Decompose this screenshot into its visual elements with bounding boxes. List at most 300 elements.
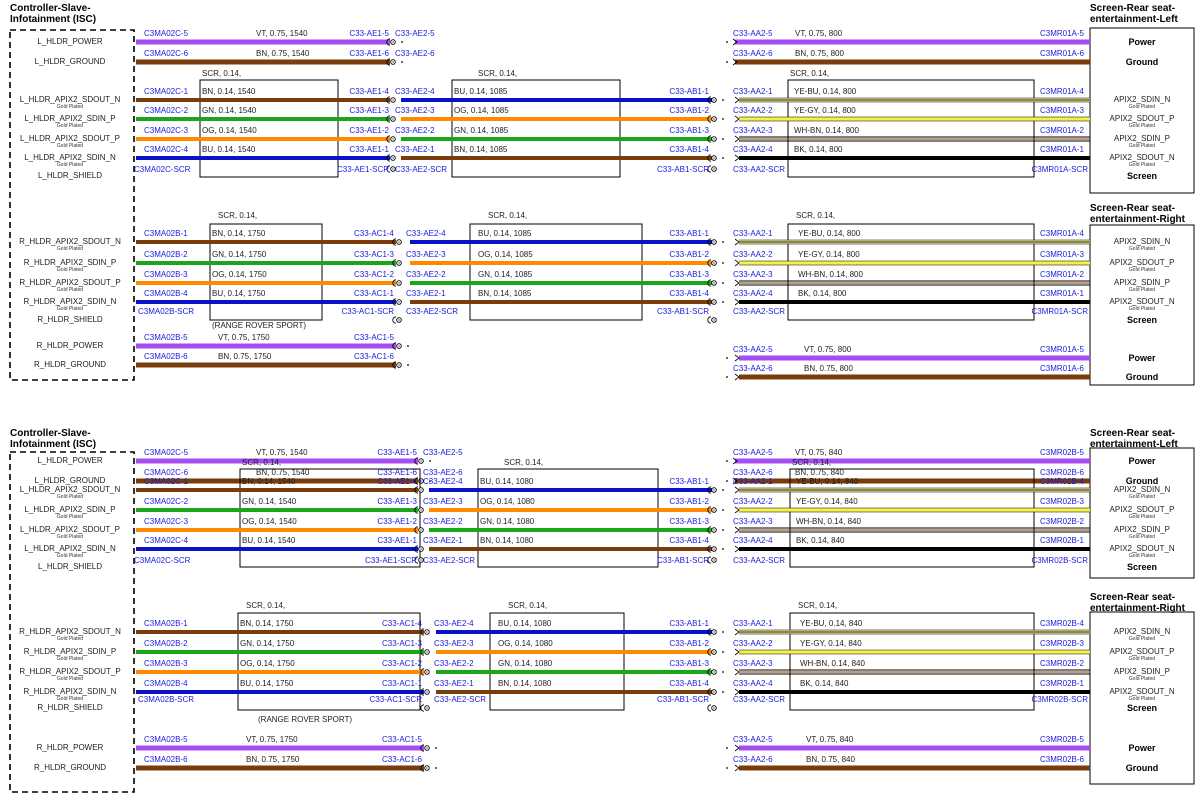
wire-spec: GN, 0.14, 1085 (478, 270, 533, 279)
isc-pin-note: Gold Plated (56, 143, 84, 149)
screen-pin-name: APIX2_SDOUT_N (1109, 687, 1175, 696)
shield-label: SCR, 0.14, (508, 601, 548, 610)
connector-label: C33-AC1-6 (353, 352, 394, 361)
isc-pin-note: Gold Plated (56, 514, 84, 520)
connector-label: C33-AB1-3 (669, 126, 709, 135)
connector-label: C33-AB1-2 (669, 106, 709, 115)
screen-pin-name: APIX2_SDIN_P (1113, 134, 1171, 143)
connector-label: C33-AA2-2 (733, 106, 773, 115)
connector-label: C33-AA2-5 (733, 29, 773, 38)
wire-spec: BN, 0.75, 800 (795, 49, 844, 58)
shield-connector-label: C33-AA2-SCR (733, 165, 786, 174)
wire-spec: BN, 0.75, 1540 (256, 468, 310, 477)
isc-pin-note: Gold Plated (56, 656, 84, 662)
screen-pin-note: Gold Plated (1128, 267, 1156, 273)
wire-spec: VT, 0.75, 840 (806, 735, 854, 744)
wire-spec: BN, 0.75, 840 (795, 468, 844, 477)
shield-connector-label: C3MA02B-SCR (138, 695, 195, 704)
wire-spec: BU, 0.14, 1080 (498, 619, 552, 628)
screen-pin-note: Gold Plated (1128, 494, 1156, 500)
connector-label: C33-AA2-3 (733, 517, 773, 526)
connector-label: C3MA02B-2 (144, 250, 188, 259)
screen-left-title-line1: Screen-Rear seat- (1090, 3, 1176, 14)
screen-pin-name: APIX2_SDOUT_P (1109, 114, 1175, 123)
connector-label: C33-AE2-4 (434, 619, 474, 628)
shield-connector-label: C33-AA2-SCR (733, 556, 786, 565)
shield-label: SCR, 0.14, (798, 601, 838, 610)
screen-pin-name: APIX2_SDIN_N (1113, 627, 1171, 636)
isc-pin-name: L_HLDR_POWER (37, 456, 103, 465)
isc-pin-note: Gold Plated (56, 696, 84, 702)
shield-connector-label: C33-AB1-SCR (656, 307, 709, 316)
screen-pin-note: Gold Plated (1128, 306, 1156, 312)
isc-pin-name: R_HLDR_APIX2_SDIN_P (23, 647, 117, 656)
connector-label: C3MR01A-2 (1039, 126, 1084, 135)
wire-spec: BN, 0.14, 1085 (478, 289, 532, 298)
shield-connector-label: C3MR01A-SCR (1031, 165, 1088, 174)
shield-connector-label: C33-AE2-SCR (395, 165, 448, 174)
screen-pin-note: Gold Plated (1128, 287, 1156, 293)
connector-label: C3MA02C-5 (144, 448, 189, 457)
connector-label: C33-AC1-2 (381, 659, 422, 668)
isc-pin-name: L_HLDR_POWER (37, 37, 103, 46)
screen-pin-note: Gold Plated (1128, 676, 1156, 682)
wire-spec: BN, 0.14, 1540 (242, 477, 296, 486)
connector-label: C33-AE1-5 (377, 448, 417, 457)
connector-label: C33-AE2-3 (434, 639, 474, 648)
connector-label: C33-AE2-4 (423, 477, 463, 486)
shield-connector-label: C3MR01A-SCR (1031, 307, 1088, 316)
wire-spec: WH-BN, 0.14, 800 (798, 270, 863, 279)
wire-spec: BK, 0.14, 840 (796, 536, 845, 545)
isc-pin-name: R_HLDR_GROUND (33, 360, 106, 369)
connector-label: C33-AA2-3 (733, 659, 773, 668)
wire-spec: WH-BN, 0.14, 800 (794, 126, 859, 135)
screen-pin-name: APIX2_SDIN_P (1113, 525, 1171, 534)
connector-label: C3MA02C-4 (144, 145, 189, 154)
screen-pin-name: APIX2_SDIN_P (1113, 278, 1171, 287)
shield-connector-label: C33-AB1-SCR (656, 556, 709, 565)
connector-label: C33-AB1-1 (669, 229, 709, 238)
shield-label: SCR, 0.14, (246, 601, 286, 610)
connector-label: C33-AB1-2 (669, 497, 709, 506)
connector-label: C33-AE2-2 (395, 126, 435, 135)
screen-pin-name: APIX2_SDOUT_P (1109, 505, 1175, 514)
wire-spec: GN, 0.14, 1750 (212, 250, 267, 259)
screen-right-title-line1: Screen-Rear seat- (1090, 203, 1176, 214)
connector-label: C33-AB1-2 (669, 639, 709, 648)
connector-label: C3MR01A-5 (1039, 29, 1084, 38)
wire-spec: VT, 0.75, 800 (795, 29, 843, 38)
isc-pin-name: R_HLDR_SHIELD (37, 315, 103, 324)
shield-label: SCR, 0.14, (790, 69, 830, 78)
wire-spec: BN, 0.75, 1750 (246, 755, 300, 764)
connector-label: C33-AE2-2 (406, 270, 446, 279)
connector-label: C3MA02C-2 (144, 106, 189, 115)
shield-connector-label: C33-AC1-SCR (341, 307, 394, 316)
screen-pin-name: Power (1128, 456, 1156, 466)
wire-spec: OG, 0.14, 1085 (478, 250, 533, 259)
wire-spec: YE-GY, 0.14, 840 (796, 497, 858, 506)
wire-spec: BN, 0.75, 840 (806, 755, 855, 764)
wire-spec: GN, 0.14, 1540 (202, 106, 257, 115)
wire-spec: BK, 0.14, 840 (800, 679, 849, 688)
connector-label: C3MR02B-6 (1039, 755, 1084, 764)
connector-label: C33-AC1-2 (353, 270, 394, 279)
connector-label: C33-AB1-3 (669, 659, 709, 668)
connector-label: C33-AB1-4 (669, 536, 709, 545)
connector-label: C3MA02C-3 (144, 517, 189, 526)
wire-spec: OG, 0.14, 1750 (240, 659, 295, 668)
connector-label: C3MR01A-2 (1039, 270, 1084, 279)
wire-spec: YE-BU, 0.14, 800 (794, 87, 857, 96)
isc-pin-name: L_HLDR_APIX2_SDOUT_P (19, 134, 121, 143)
wire-spec: YE-GY, 0.14, 800 (794, 106, 856, 115)
wire-spec: BU, 0.14, 1080 (480, 477, 534, 486)
screen-pin-note: Gold Plated (1128, 123, 1156, 129)
screen-pin-name: Screen (1126, 315, 1158, 325)
connector-label: C3MA02C-6 (144, 468, 189, 477)
shield-connector-label: C3MR02B-SCR (1031, 695, 1088, 704)
connector-label: C33-AA2-1 (733, 229, 773, 238)
connector-label: C3MA02C-5 (144, 29, 189, 38)
isc-pin-name: L_HLDR_APIX2_SDIN_N (24, 544, 116, 553)
connector-label: C3MA02B-4 (144, 289, 188, 298)
screen-pin-note: Gold Plated (1128, 143, 1156, 149)
connector-label: C3MR02B-2 (1039, 659, 1084, 668)
wire-spec: BN, 0.14, 1750 (240, 619, 294, 628)
wire-spec: BU, 0.14, 1085 (478, 229, 532, 238)
shield-connector-label: C3MA02C-SCR (134, 165, 191, 174)
connector-label: C33-AB1-1 (669, 87, 709, 96)
connector-label: C33-AE1-3 (349, 106, 389, 115)
wire-spec: WH-BN, 0.14, 840 (796, 517, 861, 526)
wire-spec: WH-BN, 0.14, 840 (800, 659, 865, 668)
connector-label: C33-AE2-1 (406, 289, 446, 298)
connector-label: C3MR02B-6 (1039, 468, 1084, 477)
isc-pin-note: Gold Plated (56, 162, 84, 168)
isc-pin-name: L_HLDR_APIX2_SDOUT_N (19, 95, 121, 104)
connector-label: C33-AE1-4 (377, 477, 417, 486)
shield-connector-label: C33-AE1-SCR (336, 165, 389, 174)
connector-label: C33-AE2-6 (423, 468, 463, 477)
connector-label: C3MA02C-1 (144, 87, 189, 96)
connector-label: C33-AA2-5 (733, 735, 773, 744)
connector-label: C33-AB1-4 (669, 289, 709, 298)
wire-spec: BN, 0.75, 800 (804, 364, 853, 373)
connector-label: C33-AC1-3 (353, 250, 394, 259)
isc-pin-name: L_HLDR_GROUND (34, 476, 106, 485)
wire-spec: OG, 0.14, 1080 (498, 639, 553, 648)
isc-pin-name: L_HLDR_APIX2_SDOUT_N (19, 485, 121, 494)
connector-label: C3MA02C-1 (144, 477, 189, 486)
screen-pin-name: APIX2_SDOUT_P (1109, 647, 1175, 656)
connector-label: C33-AA2-1 (733, 87, 773, 96)
isc-pin-name: L_HLDR_APIX2_SDOUT_P (19, 525, 121, 534)
isc-pin-name: L_HLDR_GROUND (34, 57, 106, 66)
screen-left-title-line2: entertainment-Left (1090, 439, 1178, 450)
screen-pin-name: Power (1128, 353, 1156, 363)
wire-spec: BN, 0.75, 1750 (218, 352, 272, 361)
connector-label: C33-AA2-2 (733, 250, 773, 259)
screen-pin-name: APIX2_SDOUT_P (1109, 258, 1175, 267)
wire-spec: OG, 0.14, 1080 (480, 497, 535, 506)
connector-label: C33-AB1-3 (669, 517, 709, 526)
shield-connector-label: C3MA02B-SCR (138, 307, 195, 316)
connector-label: C3MR02B-3 (1039, 497, 1084, 506)
shield-connector-label: C33-AE2-SCR (423, 556, 476, 565)
connector-label: C33-AA2-2 (733, 639, 773, 648)
shield-connector-label: C3MA02C-SCR (134, 556, 191, 565)
connector-label: C33-AE1-6 (349, 49, 389, 58)
connector-label: C33-AA2-1 (733, 619, 773, 628)
connector-label: C33-AB1-4 (669, 145, 709, 154)
wire-spec: BN, 0.14, 1080 (480, 536, 534, 545)
connector-label: C33-AC1-6 (381, 755, 422, 764)
shield-connector-label: C33-AE1-SCR (364, 556, 417, 565)
shield-connector-label: C33-AA2-SCR (733, 307, 786, 316)
isc-pin-name: L_HLDR_SHIELD (37, 171, 103, 180)
connector-label: C33-AB1-4 (669, 679, 709, 688)
isc-pin-note: Gold Plated (56, 104, 84, 110)
isc-pin-name: R_HLDR_APIX2_SDIN_N (23, 687, 117, 696)
connector-label: C33-AE2-3 (395, 106, 435, 115)
isc-pin-name: R_HLDR_POWER (36, 341, 104, 350)
connector-label: C3MA02B-1 (144, 619, 188, 628)
connector-label: C3MA02C-3 (144, 126, 189, 135)
isc-title-line2: Infotainment (ISC) (10, 14, 97, 25)
shield-connector-label: C33-AC1-SCR (369, 695, 422, 704)
connector-label: C33-AE2-5 (423, 448, 463, 457)
screen-pin-name: Screen (1126, 562, 1158, 572)
connector-label: C33-AE2-1 (395, 145, 435, 154)
shield-connector-label: C33-AA2-SCR (733, 695, 786, 704)
connector-label: C3MA02C-6 (144, 49, 189, 58)
screen-pin-note: Gold Plated (1128, 162, 1156, 168)
connector-label: C33-AA2-2 (733, 497, 773, 506)
connector-label: C3MR01A-3 (1039, 250, 1084, 259)
shield-label: SCR, 0.14, (478, 69, 518, 78)
connector-label: C33-AA2-4 (733, 289, 773, 298)
wire-spec: BN, 0.14, 1085 (454, 145, 508, 154)
vehicle-note: (RANGE ROVER SPORT) (258, 715, 353, 724)
isc-pin-name: R_HLDR_APIX2_SDOUT_N (19, 237, 121, 246)
isc-pin-name: L_HLDR_APIX2_SDIN_N (24, 153, 116, 162)
connector-label: C33-AE2-4 (395, 87, 435, 96)
screen-pin-note: Gold Plated (1128, 553, 1156, 559)
screen-pin-name: Screen (1126, 703, 1158, 713)
wire-spec: GN, 0.14, 1080 (480, 517, 535, 526)
connector-label: C33-AA2-1 (733, 477, 773, 486)
shield-connector-label: C3MR02B-SCR (1031, 556, 1088, 565)
isc-title-line2: Infotainment (ISC) (10, 439, 97, 450)
connector-label: C33-AE2-6 (395, 49, 435, 58)
screen-pin-name: APIX2_SDIN_P (1113, 667, 1171, 676)
connector-label: C33-AC1-4 (353, 229, 394, 238)
connector-label: C33-AA2-6 (733, 364, 773, 373)
connector-label: C33-AA2-4 (733, 679, 773, 688)
screen-pin-name: APIX2_SDOUT_N (1109, 153, 1175, 162)
isc-pin-name: L_HLDR_APIX2_SDIN_P (24, 505, 116, 514)
connector-label: C3MR02B-4 (1039, 477, 1084, 486)
connector-label: C33-AE1-1 (349, 145, 389, 154)
connector-label: C33-AB1-1 (669, 619, 709, 628)
wire-spec: YE-BU, 0.14, 840 (796, 477, 859, 486)
shield-connector-label: C33-AE2-SCR (406, 307, 459, 316)
screen-pin-note: Gold Plated (1128, 696, 1156, 702)
wire-spec: OG, 0.14, 1540 (242, 517, 297, 526)
connector-label: C33-AC1-4 (381, 619, 422, 628)
screen-pin-note: Gold Plated (1128, 514, 1156, 520)
connector-label: C3MA02B-5 (144, 735, 188, 744)
connector-label: C33-AE2-5 (395, 29, 435, 38)
connector-label: C33-AC1-5 (353, 333, 394, 342)
connector-label: C3MR02B-2 (1039, 517, 1084, 526)
connector-label: C33-AA2-5 (733, 345, 773, 354)
screen-pin-note: Gold Plated (1128, 656, 1156, 662)
connector-label: C33-AA2-5 (733, 448, 773, 457)
wire-spec: BU, 0.14, 1750 (240, 679, 294, 688)
connector-label: C33-AE2-2 (423, 517, 463, 526)
wire-spec: VT, 0.75, 800 (804, 345, 852, 354)
wire-spec: VT, 0.75, 1540 (256, 448, 308, 457)
wire-spec: OG, 0.14, 1085 (454, 106, 509, 115)
isc-pin-name: R_HLDR_POWER (36, 743, 104, 752)
wire-spec: VT, 0.75, 1750 (218, 333, 270, 342)
connector-label: C3MR02B-4 (1039, 619, 1084, 628)
screen-pin-note: Gold Plated (1128, 104, 1156, 110)
isc-title-line1: Controller-Slave- (10, 428, 91, 439)
connector-label: C33-AC1-5 (381, 735, 422, 744)
wire-spec: YE-BU, 0.14, 800 (798, 229, 861, 238)
isc-pin-note: Gold Plated (56, 306, 84, 312)
connector-label: C33-AE1-3 (377, 497, 417, 506)
wire-spec: GN, 0.14, 1080 (498, 659, 553, 668)
connector-label: C3MA02C-2 (144, 497, 189, 506)
connector-label: C3MA02B-6 (144, 755, 188, 764)
shield-connector-label: C33-AB1-SCR (656, 695, 709, 704)
isc-pin-name: R_HLDR_APIX2_SDIN_N (23, 297, 117, 306)
connector-label: C33-AE2-1 (423, 536, 463, 545)
screen-pin-name: APIX2_SDIN_N (1113, 95, 1171, 104)
screen-right-title-line2: entertainment-Right (1090, 214, 1185, 225)
screen-pin-name: APIX2_SDOUT_N (1109, 544, 1175, 553)
connector-label: C3MR01A-1 (1039, 145, 1084, 154)
screen-pin-name: Screen (1126, 171, 1158, 181)
vehicle-note: (RANGE ROVER SPORT) (212, 321, 307, 330)
isc-pin-name: L_HLDR_SHIELD (37, 562, 103, 571)
connector-label: C33-AE2-3 (423, 497, 463, 506)
screen-pin-note: Gold Plated (1128, 246, 1156, 252)
wire-spec: GN, 0.14, 1085 (454, 126, 509, 135)
connector-label: C33-AE2-4 (406, 229, 446, 238)
wire-spec: BN, 0.14, 1540 (202, 87, 256, 96)
wire-spec: YE-BU, 0.14, 840 (800, 619, 863, 628)
connector-label: C3MR02B-5 (1039, 735, 1084, 744)
connector-label: C3MA02B-5 (144, 333, 188, 342)
shield-label: SCR, 0.14, (488, 211, 528, 220)
wire-spec: BU, 0.14, 1540 (202, 145, 256, 154)
connector-label: C3MA02B-4 (144, 679, 188, 688)
isc-pin-note: Gold Plated (56, 287, 84, 293)
connector-label: C3MA02B-2 (144, 639, 188, 648)
connector-label: C3MR02B-3 (1039, 639, 1084, 648)
screen-pin-name: Ground (1125, 57, 1159, 67)
isc-pin-name: R_HLDR_APIX2_SDIN_P (23, 258, 117, 267)
connector-label: C3MA02B-6 (144, 352, 188, 361)
wire-spec: OG, 0.14, 1750 (212, 270, 267, 279)
connector-label: C3MR01A-5 (1039, 345, 1084, 354)
isc-pin-note: Gold Plated (56, 676, 84, 682)
shield-label: SCR, 0.14, (792, 458, 832, 467)
connector-label: C33-AA2-6 (733, 49, 773, 58)
isc-pin-note: Gold Plated (56, 534, 84, 540)
wire-spec: BN, 0.14, 1080 (498, 679, 552, 688)
connector-label: C3MR01A-6 (1039, 364, 1084, 373)
connector-label: C33-AE2-3 (406, 250, 446, 259)
connector-label: C3MA02C-4 (144, 536, 189, 545)
connector-label: C33-AA2-3 (733, 270, 773, 279)
screen-pin-note: Gold Plated (1128, 636, 1156, 642)
wire-spec: BN, 0.14, 1750 (212, 229, 266, 238)
shield-connector-label: C33-AB1-SCR (656, 165, 709, 174)
wire-spec: BU, 0.14, 1540 (242, 536, 296, 545)
isc-title-line1: Controller-Slave- (10, 3, 91, 14)
connector-label: C33-AB1-1 (669, 477, 709, 486)
connector-label: C33-AE1-2 (377, 517, 417, 526)
connector-label: C3MR02B-1 (1039, 679, 1084, 688)
isc-pin-name: L_HLDR_APIX2_SDIN_P (24, 114, 116, 123)
isc-pin-name: R_HLDR_APIX2_SDOUT_P (19, 667, 121, 676)
connector-label: C3MA02B-3 (144, 659, 188, 668)
screen-pin-name: Ground (1125, 476, 1159, 486)
connector-label: C3MR01A-4 (1039, 87, 1084, 96)
connector-label: C3MA02B-1 (144, 229, 188, 238)
connector-label: C3MR01A-1 (1039, 289, 1084, 298)
connector-label: C3MR01A-6 (1039, 49, 1084, 58)
connector-label: C3MR02B-1 (1039, 536, 1084, 545)
isc-pin-note: Gold Plated (56, 267, 84, 273)
connector-label: C33-AA2-4 (733, 145, 773, 154)
shield-label: SCR, 0.14, (796, 211, 836, 220)
screen-pin-note: Gold Plated (1128, 534, 1156, 540)
wire-spec: OG, 0.14, 1540 (202, 126, 257, 135)
screen-right-title-line1: Screen-Rear seat- (1090, 592, 1176, 603)
connector-label: C33-AC1-1 (381, 679, 422, 688)
connector-label: C33-AA2-3 (733, 126, 773, 135)
connector-label: C33-AE1-4 (349, 87, 389, 96)
shield-label: SCR, 0.14, (242, 458, 282, 467)
connector-label: C33-AA2-6 (733, 468, 773, 477)
isc-pin-name: R_HLDR_GROUND (33, 763, 106, 772)
wire-spec: GN, 0.14, 1540 (242, 497, 297, 506)
wire-spec: YE-GY, 0.14, 800 (798, 250, 860, 259)
wire-spec: VT, 0.75, 1540 (256, 29, 308, 38)
screen-pin-name: APIX2_SDIN_N (1113, 485, 1171, 494)
shield-connector-label: C33-AE2-SCR (434, 695, 487, 704)
screen-left-title-line2: entertainment-Left (1090, 14, 1178, 25)
shield-label: SCR, 0.14, (202, 69, 242, 78)
connector-label: C33-AE2-1 (434, 679, 474, 688)
screen-pin-name: APIX2_SDOUT_N (1109, 297, 1175, 306)
isc-pin-note: Gold Plated (56, 494, 84, 500)
wire-spec: VT, 0.75, 1750 (246, 735, 298, 744)
isc-pin-name: R_HLDR_APIX2_SDOUT_P (19, 278, 121, 287)
wire-spec: BU, 0.14, 1085 (454, 87, 508, 96)
shield-label: SCR, 0.14, (218, 211, 258, 220)
wire-spec: YE-GY, 0.14, 840 (800, 639, 862, 648)
connector-label: C3MR01A-4 (1039, 229, 1084, 238)
